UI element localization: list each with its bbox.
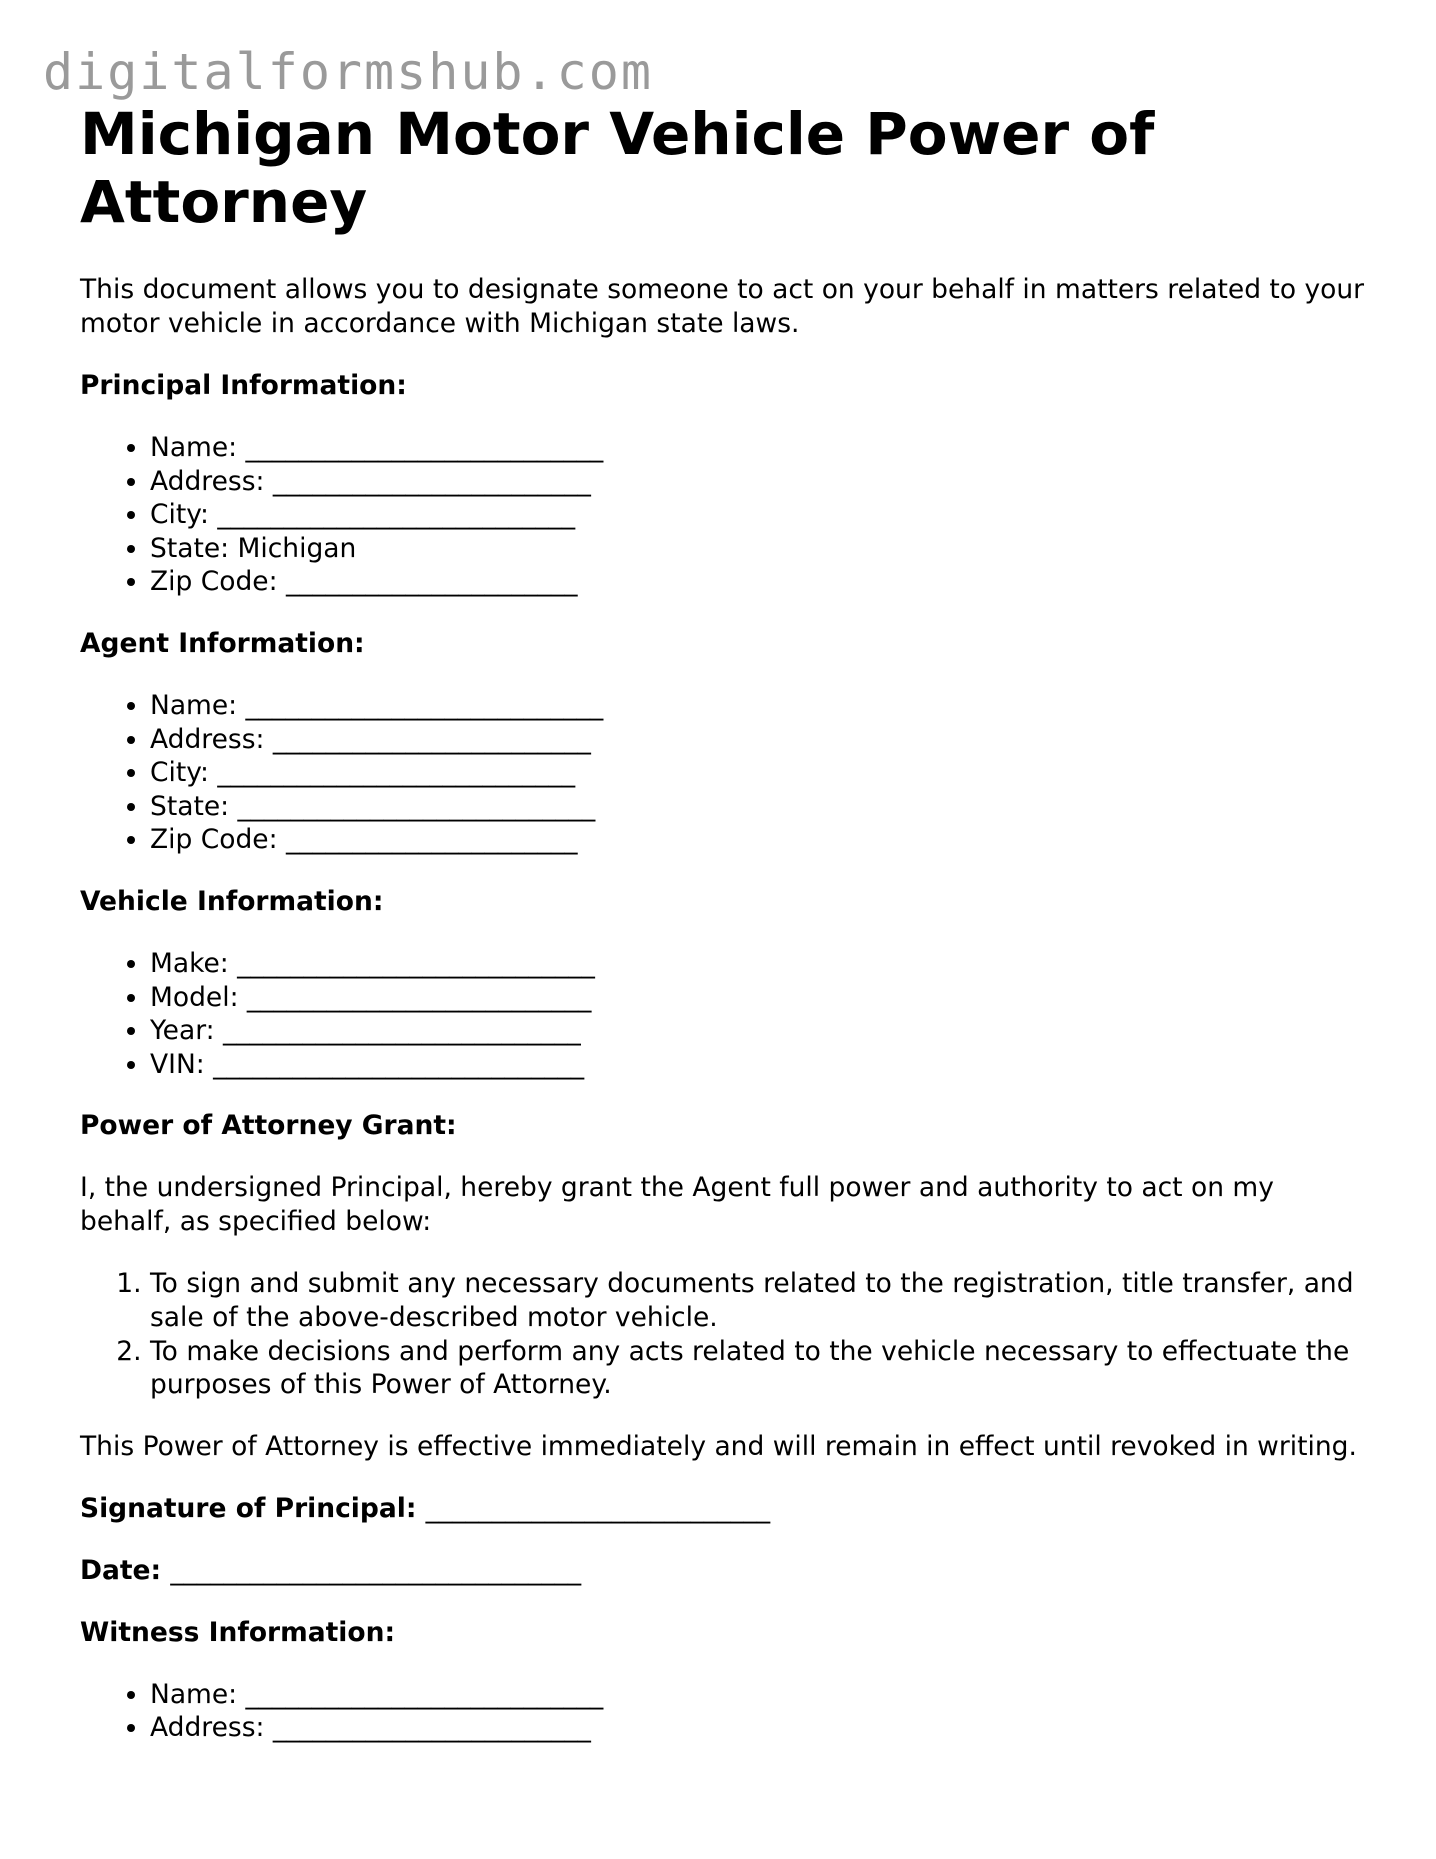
agent-address-field: • Address: ________________________	[150, 723, 1370, 757]
grant-power-item: 2. To make decisions and perform any acts related to the vehicle necessary to effectuate the purposes of this Power of Attorney.	[150, 1335, 1370, 1402]
grant-heading: Power of Attorney Grant:	[80, 1110, 457, 1142]
principal-name-field: • Name: ___________________________	[150, 431, 1370, 465]
agent-name-field: • Name: ___________________________	[150, 689, 1370, 723]
signature-blank: __________________________	[425, 1492, 771, 1524]
agent-zip-field: • Zip Code: ______________________	[150, 823, 1370, 857]
grant-powers-list	[80, 1267, 1370, 1401]
date-label: Date:	[80, 1554, 162, 1586]
grant-power-item: 1. To sign and submit any necessary documents related to the registration, title transfer, and sale of the above-described motor vehicle.	[150, 1267, 1370, 1334]
vehicle-vin-field: • VIN: ____________________________	[150, 1048, 1370, 1082]
principal-address-field: • Address: ________________________	[150, 465, 1370, 499]
date-blank: _______________________________	[170, 1554, 582, 1586]
document-title: Michigan Motor Vehicle Power of Attorney	[80, 100, 1155, 236]
vehicle-heading: Vehicle Information:	[80, 885, 384, 917]
grant-statement: I, the undersigned Principal, hereby grant the Agent full power and authority to act on my behalf, as specified below:	[80, 1172, 1274, 1238]
principal-zip-field: • Zip Code: ______________________	[150, 565, 1370, 599]
vehicle-model-field: • Model: __________________________	[150, 981, 1370, 1015]
witness-heading: Witness Information:	[80, 1616, 396, 1648]
watermark-text: digitalformshub.com	[43, 43, 653, 101]
effective-statement: This Power of Attorney is effective immediately and will remain in effect until revoked in writing.	[80, 1430, 1357, 1462]
agent-heading: Agent Information:	[80, 627, 365, 659]
witness-address-field: • Address: ________________________	[150, 1711, 1370, 1745]
principal-heading: Principal Information:	[80, 370, 407, 401]
agent-fields-list	[80, 689, 1370, 857]
principal-fields-list	[80, 431, 1370, 599]
principal-signature-line	[80, 1492, 1370, 1526]
principal-state-field: • State: Michigan	[150, 532, 1370, 566]
witness-fields-list	[80, 1678, 1370, 1745]
vehicle-fields-list	[80, 947, 1370, 1081]
witness-name-field: • Name: ___________________________	[150, 1678, 1370, 1712]
signature-label: Signature of Principal:	[80, 1492, 417, 1524]
principal-city-field: • City: ___________________________	[150, 498, 1370, 532]
intro-paragraph: This document allows you to designate someone to act on your behalf in matters related to your motor vehicle in accordance with Michigan state laws.	[80, 274, 1365, 339]
agent-city-field: • City: ___________________________	[150, 756, 1370, 790]
vehicle-make-field: • Make: ___________________________	[150, 947, 1370, 981]
document-body	[80, 100, 1370, 1773]
vehicle-year-field: • Year: ___________________________	[150, 1014, 1370, 1048]
agent-state-field: • State: ___________________________	[150, 790, 1370, 824]
date-line	[80, 1554, 1370, 1588]
